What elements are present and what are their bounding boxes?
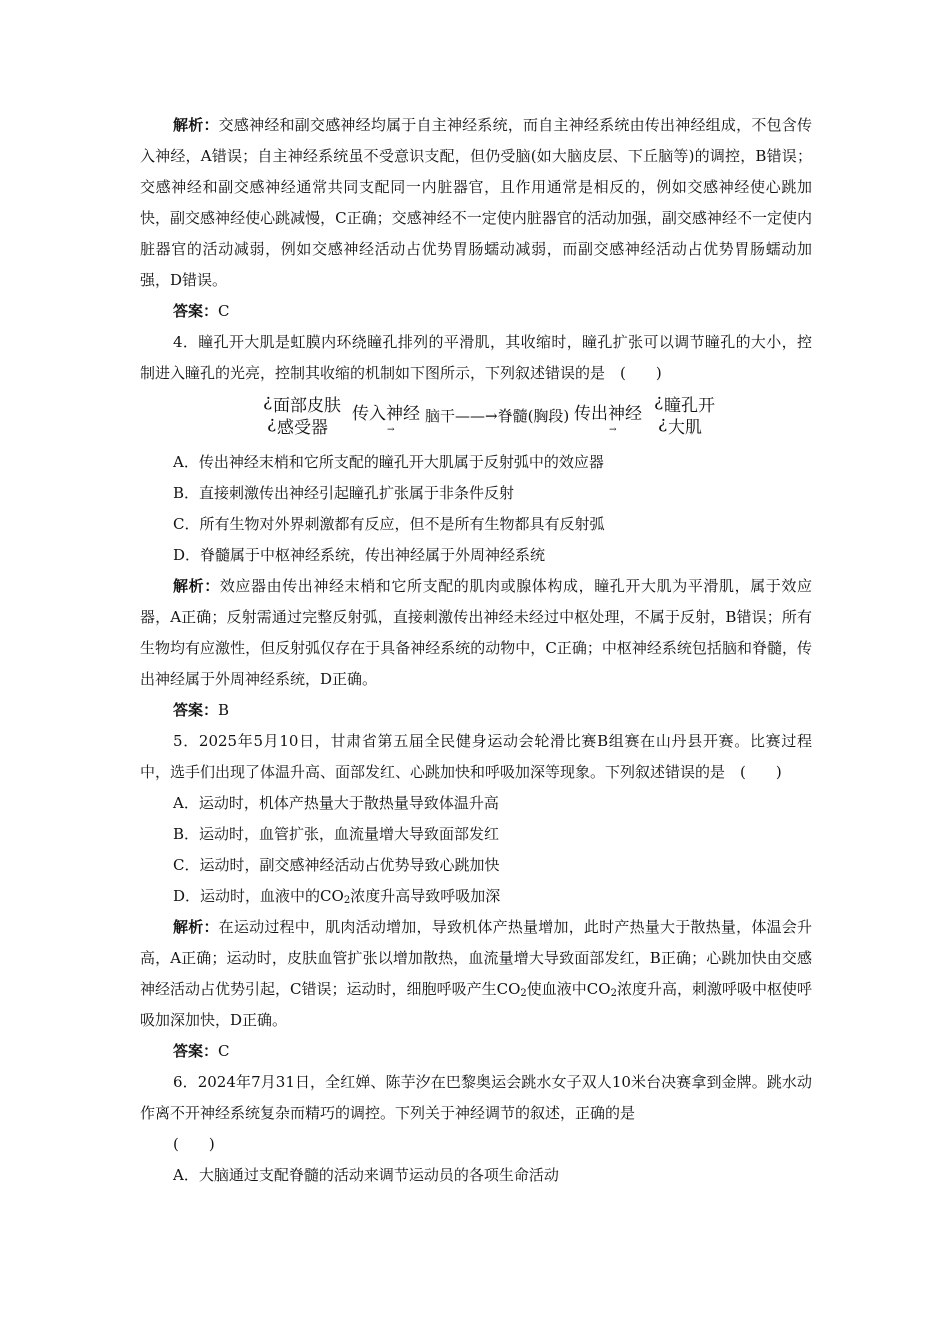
q3-answer xyxy=(140,296,812,327)
analysis-label: 解析： xyxy=(173,116,219,134)
subscript: 2 xyxy=(520,988,527,999)
q6-stem: 6．2024年7月31日，全红婵、陈芋汐在巴黎奥运会跳水女子双人10米台决赛拿到金牌。跳水动作离不开神经系统复杂而精巧的调控。下列关于神经调节的叙述，正确的是 xyxy=(140,1073,812,1122)
document-page xyxy=(140,110,812,1191)
answer-label: 答案： xyxy=(173,701,219,719)
analysis-text: 交感神经和副交感神经均属于自主神经系统，而自主神经系统由传出神经组成，不包含传入神经，A错误；自主神经系统虽不受意识支配，但仍受脑(如大脑皮层、下丘脑等)的调控，B错误；交感神经和副交感神经通常共同支配同一内脏器官，且作用通常是相反的，例如交感神经使心跳加快，副交感神经使心跳减慢，C正确；交感神经不一定使内脏器官的活动加强，副交感神经不一定使内脏器官的活动减弱，例如交感神经活动占优势胃肠蠕动减弱，而副交感神经活动占优势胃肠蠕动加强，D错误。 xyxy=(140,116,812,289)
analysis-text: 在运动过程中，肌肉活动增加，导致机体产热量增加，此时产热量大于散热量，体温会升高，A正确；运动时，皮肤血管扩张以增加散热，血流量增大导致面部发红，B正确；心跳加快由交感神经活动占优势引起，C错误；运动时，细胞呼吸产生CO xyxy=(140,918,812,998)
analysis-text: 使血液中CO xyxy=(526,980,611,998)
diagram-brace: ¿ xyxy=(263,391,273,411)
diagram-target-bottom: 大肌 xyxy=(668,418,702,438)
diagram-source-top: 面部皮肤 xyxy=(273,396,341,416)
q5-analysis xyxy=(140,912,812,1036)
subscript: 2 xyxy=(343,895,351,906)
q3-analysis xyxy=(140,110,812,296)
answer-label: 答案： xyxy=(173,302,219,320)
answer-value: C xyxy=(218,302,230,320)
q5-option-c: C．运动时，副交感神经活动占优势导致心跳加快 xyxy=(173,856,500,874)
q5-option-d xyxy=(140,881,812,912)
q6-stem-paren: ( ) xyxy=(173,1135,215,1153)
analysis-text: 效应器由传出神经末梢和它所支配的肌肉或腺体构成，瞳孔开大肌为平滑肌，属于效应器，A正确；反射需通过完整反射弧，直接刺激传出神经未经过中枢处理，不属于反射，B错误；所有生物均有应激性，但反射弧仅存在于具备神经系统的动物中，C正确；中枢神经系统包括脑和脊髓，传出神经属于外周神经系统，D正确。 xyxy=(140,577,812,688)
q4-stem: 4．瞳孔开大肌是虹膜内环绕瞳孔排列的平滑肌，其收缩时，瞳孔扩张可以调节瞳孔的大小，控制进入瞳孔的光亮，控制其收缩的机制如下图所示，下列叙述错误的是 ( ) xyxy=(140,333,812,382)
answer-value: C xyxy=(218,1042,230,1060)
q4-option-b: B．直接刺激传出神经引起瞳孔扩张属于非条件反射 xyxy=(173,484,515,502)
q6-option-a: A．大脑通过支配脊髓的活动来调节运动员的各项生命活动 xyxy=(173,1166,559,1184)
diagram-center: 脑干——→脊髓(胸段) xyxy=(425,407,570,425)
answer-value: B xyxy=(218,701,230,719)
q5-option-a: A．运动时，机体产热量大于散热量导致体温升高 xyxy=(173,794,499,812)
diagram-arrow: → xyxy=(387,425,395,435)
q4-option-c: C．所有生物对外界刺激都有反应，但不是所有生物都具有反射弧 xyxy=(173,515,605,533)
diagram-afferent-label: 传入神经 xyxy=(352,404,420,424)
q5-option-b: B．运动时，血管扩张，血流量增大导致面部发红 xyxy=(173,825,500,843)
reflex-pathway-diagram xyxy=(140,391,812,441)
diagram-target-top: 瞳孔开 xyxy=(664,396,715,416)
q4-answer xyxy=(140,695,812,726)
diagram-efferent-label: 传出神经 xyxy=(574,404,642,424)
q4-analysis xyxy=(140,571,812,695)
analysis-label: 解析： xyxy=(173,918,219,936)
diagram-brace: ¿ xyxy=(658,413,668,433)
q5-answer xyxy=(140,1036,812,1067)
answer-label: 答案： xyxy=(173,1042,219,1060)
diagram-arrow: → xyxy=(609,425,617,435)
q4-option-d: D．脊髓属于中枢神经系统，传出神经属于外周神经系统 xyxy=(173,546,546,564)
subscript: 2 xyxy=(610,988,617,999)
diagram-brace: ¿ xyxy=(654,391,664,411)
option-d-text: D．运动时，血液中的CO xyxy=(173,887,344,905)
q5-stem: 5．2025年5月10日，甘肃省第五届全民健身运动会轮滑比赛B组赛在山丹县开赛。比赛过程中，选手们出现了体温升高、面部发红、心跳加快和呼吸加深等现象。下列叙述错误的是 ( ) xyxy=(140,732,812,781)
diagram-brace: ¿ xyxy=(267,413,277,433)
analysis-label: 解析： xyxy=(173,577,220,595)
analysis-text: 浓度升高，刺激呼吸中枢使呼吸加深加快，D正确。 xyxy=(140,980,812,1029)
q4-option-a: A．传出神经末梢和它所支配的瞳孔开大肌属于反射弧中的效应器 xyxy=(173,453,604,471)
option-d-text-rest: 浓度升高导致呼吸加深 xyxy=(350,887,501,905)
diagram-source-bottom: 感受器 xyxy=(277,418,328,438)
